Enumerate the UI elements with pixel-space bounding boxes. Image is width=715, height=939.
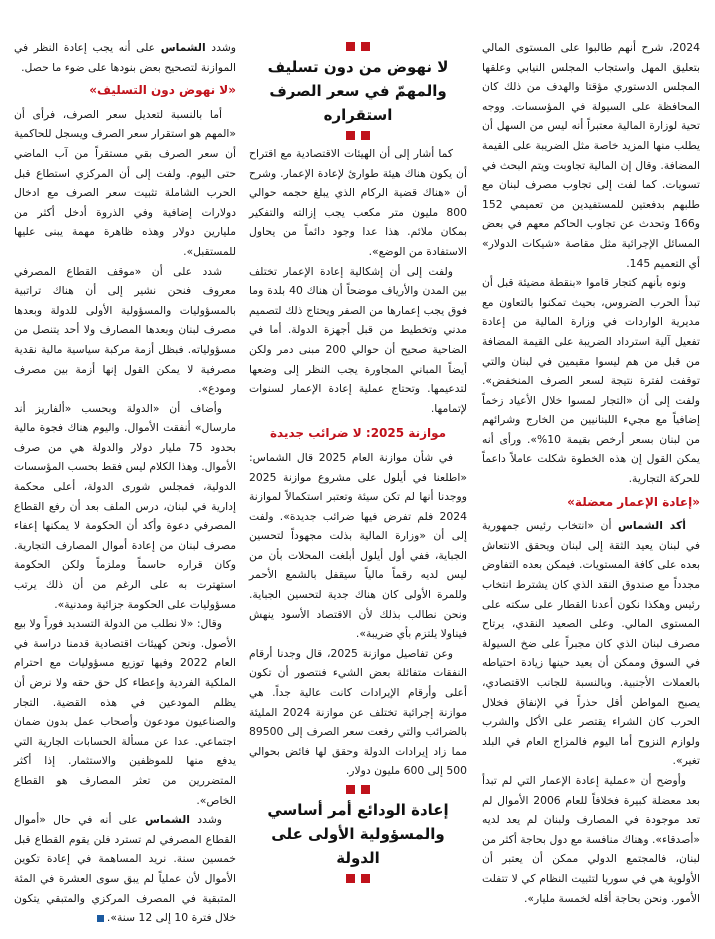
paragraph: في شأن موازنة العام 2025 قال الشماس: «اطلعنا في أيلول على مشروع موازنة 2025 ووجدنا أنها لم تكن سيئة وتعتبر استكمالاً لموازنة 2024 فلم تفرض فيها ضرائب جديدة». ولفت إلى أن «وزارة المالية بذلت مجهوداً لتحسين الجباية، ففي أول أيلول أبلغت المحلات بأن من ليس لديه رقماً مالياً سيقفل بالشمع الأحمر وللمرة الأولى كان هناك جدية لتحسين الجباية. ونحن نطالب بذلك لأن الاقتصاد الأسود ينهش فيناولا يلتزم بأي ضريبة».: [249, 450, 467, 641]
paragraph: أكد الشماس أن «انتخاب رئيس جمهورية في لبنان يعيد الثقة إلى لبنان ويحقق الانتعاش بعده على كافة المستويات. فيمكن بعده التفاوض مجدداً مع صندوق النقد الذي كان يشترط انتخاب رئيس وهكذا نكون أعدنا القطار على سكته على المستوى المالي. وعلى الصعيد النقدي، يرتاح مصرف لبنان الذي كان مجبراً على ضخ السيولة في السوق وممكن أن يعيد حينها زيادة احتياطه بالعملات الأجنبية. وبالنسبة للجانب الاقتصادي، يصبح المواطن أقل حذراً في الإنفاق فخلال الحرب كان الشراء يقتصر على الأكل والشرب ولوازم النزوح أما اليوم فالمزاج العام في البلد تغير».: [482, 519, 700, 768]
paragraph: ولفت إلى أن إشكالية إعادة الإعمار تختلف بين المدن والأرياف موضحاً أن هناك 40 بلدة وما فوق يجب إعمارها من الصفر ويحتاج ذلك لتصميم مدني وتخطيط من قبل أجهزة الدولة. أما في الضاحية صحيح أن حوالي 200 مبنى دمر ولكن أيضاً المباني المجاورة يجب النظر إلى وضعها لتدعيمها. وتحتاج عملية إعادة الإعمار لسنوات لإتمامها.: [249, 264, 467, 415]
paragraph: وأوضح أن «عملية إعادة الإعمار التي لم تبدأ بعد معضلة كبيرة فخلافاً للعام 2006 الأموال لم تعد موجودة في المصارف ولبنان لم يعد لديه «أصدقاء». وهناك منافسة مع دول بحاجة أكثر من لبنان، فالمجتمع الدولي ممكن أن يعتبر أن الأولوية هي في سوريا لتثبيت النظام كي لا تتفلت الأمور. ونحن بحاجة أقله لخمسة مليار».: [482, 773, 701, 905]
paragraph: 2024، شرح أنهم طالبوا على المستوى المالي بتعليق المهل واستجاب المجلس النيابي وعلقها المجلس الدستوري مؤقتا والهدف من ذلك كان المحافظة على السيولة في المؤسسات. ووجه تحية لوزارة المالية معتبراً أنه ليس من السهل أن يطلب منها المزيد خاصة مثل الضريبة على القيمة المضافة. وقال إن المالية تجاوبت ويتم البحث في تسويات. كما لفت إلى تجاوب مصرف لبنان مع طلبهم بدفعتين للمستفيدين من تعميمي 152 و166 وتحدث عن تجاوب الحاكم معهم في بعض المسائل الإجرائية مثل مقاصة «شيكات الدولار» أي التعميم 145.: [482, 41, 700, 270]
paragraph: وشدد الشماس على أنه يجب إعادة النظر في الموازنة لتصحيح بعض بنودها على ضوء ما حصل.: [14, 41, 236, 74]
paragraph: وقال: «لا نطلب من الدولة التسديد فوراً ولا بيع الأصول. ونحن كهيئات اقتصادية قدمنا دراسة في العام 2022 وفيها توزيع مسؤوليات مع احترام الملكية الفردية وإعطاء كل حق حقه ولا نرض أن يظلم المودعين في هذه القضية. التجار والصناعيون مودعون وأصحاب عمل بدون ضمان اجتماعي. عدا عن مسألة الحسابات الجارية التي يدفع منها للموظفين والاستثمار. إذا أكثر المتضررين من تعثر المصارف هو القطاع الخاص».: [14, 617, 237, 807]
pull-quote-2: إعادة الودائع أمر أساسي والمسؤولية الأولى على الدولة: [267, 801, 449, 867]
end-of-article-mark: [97, 915, 104, 922]
speaker-name: أكد الشماس: [618, 519, 686, 533]
ornament-top: [249, 785, 467, 794]
section-heading: «إعادة الإعمار معضلة»: [567, 494, 700, 509]
paragraph: شدد على أن «موقف القطاع المصرفي معروف فنحن نشير إلى أن هناك تراتبية بالمسؤوليات والمسؤولية الأولى للدولة وبعدها مصرف لبنان وبعدها المصارف ولا أحد يتنصل من مسؤولياته. فبظل أزمة مركبة سياسية مالية نقدية مصرفية لا يمكن القول إنها أزمة بين مصرف ومودع».: [14, 264, 236, 396]
paragraph: وأضاف أن «الدولة وبحسب «ألفاريز أند مارسال» أنفقت الأموال. واليوم هناك فجوة مالية بحدود 75 مليار دولار والدولة هي من صرف الأموال. وهذا الكلام ليس فقط بحسب المؤسسات الدولية، فمجلس شورى الدولة، أعلى محكمة إدارية في لبنان، درس الملف بعد أن رفع القطاع المصرفي دعوة وأكد أن الحكومة لا يمكنها إعفاء مصرف لبنان من إعادة أموال المصارف التجارية. وكان قراره حاسماً وملزماً ولكن الحكومة استهترت به على الرغم من أن ذلك يرتب مسؤوليات على الحكومة جزائية ومدنية».: [14, 401, 236, 611]
speaker-name: الشماس: [145, 813, 190, 827]
paragraph: وعن تفاصيل موازنة 2025، قال وجدنا أرقام النفقات متفائلة بعض الشيء فنتصور أن تكون أعلى وأرقام الإيرادات كانت عالية جداً. هي موازنة إجرائية تختلف عن موازنة 2024 المليئة بالضرائب والتي رفعت سعر الصرف إلى 89500 مما زاد إيرادات الدولة وحقق لها فائض بحوالي 500 إلى 600 مليون دولار.: [249, 646, 467, 778]
pull-quote-1: لا نهوض من دون تسليف والمهمّ في سعر الصرف استقراره: [267, 58, 449, 124]
paragraph: ونوه بأنهم كتجار قاموا «بنقطة مضيئة قبل أن تبدأ الحرب الضروس، بحيث تمكنوا بالتعاون مع مديرية الواردات في وزارة المالية من إعادة تفعيل آلية استرداد الضريبة على القيمة المضافة من قبل من هم ليسوا مقيمين في لبنان والتي توقفت لفترة نتيجة لسعر الصرف المنخفض». ولفت إلى أن «التجار لمسوا خلال الأعياد زخماً إضافياً مع مجيء اللبنانيين من الخارج وشرائهم من لبنان بسعر أرخص بقيمة 10%». ورأى أنه يمكن القول إن هذه الخطوة شكلت عاملاً داعماً للحركة التجارية.: [482, 276, 700, 486]
section-heading: موازنة 2025: لا ضرائب جديدة: [269, 426, 447, 441]
paragraph: كما أشار إلى أن الهيئات الاقتصادية مع اقتراح أن يكون هناك هيئة طوارئ لإعادة الإعمار. وشرح أن «هناك قضية الركام الذي يبلغ حجمه حوالي 800 مليون متر مكعب يجب إزالته والتفكير بمكان ملائم. هذا عدا وجود دائماً من يحاول الاستفادة من الوضع».: [249, 147, 467, 258]
article-column-middle: [249, 38, 467, 887]
paragraph: وشدد الشماس على أنه في حال «أموال القطاع المصرفي لم تسترد فلن يقوم القطاع قبل خمسين سنة. نريد المساهمة في إعادة تكوين الأموال لأن عملياً لم يبق سوى العشرة في المئة المتبقية في المصرف المركزي والمتبقي يتكون خلال فترة 10 إلى 12 سنة».: [14, 813, 236, 925]
speaker-name: الشماس: [160, 41, 206, 54]
ornament-bottom: [249, 874, 467, 883]
section-heading: «لا نهوض دون التسليف»: [89, 83, 236, 98]
article-column-right: [482, 38, 700, 908]
ornament-top: [249, 42, 467, 51]
ornament-bottom: [249, 131, 467, 140]
paragraph: أما بالنسبة لتعديل سعر الصرف، فرأى أن «المهم هو استقرار سعر الصرف ويسجل للحاكمية أن سعر الصرف بقي مستقراً من آب الماضي حتى اليوم. ولفت إلى أن المركزي استطاع قبل الحرب الشاملة تثبيت سعر الصرف مع ادخال دولارات إضافية وفي الذروة أدخل أكثر من مليارين دولار وهذه ظاهرة مهمة يبنى عليها للمستقبل».: [14, 107, 236, 258]
article-column-left: [14, 38, 236, 928]
